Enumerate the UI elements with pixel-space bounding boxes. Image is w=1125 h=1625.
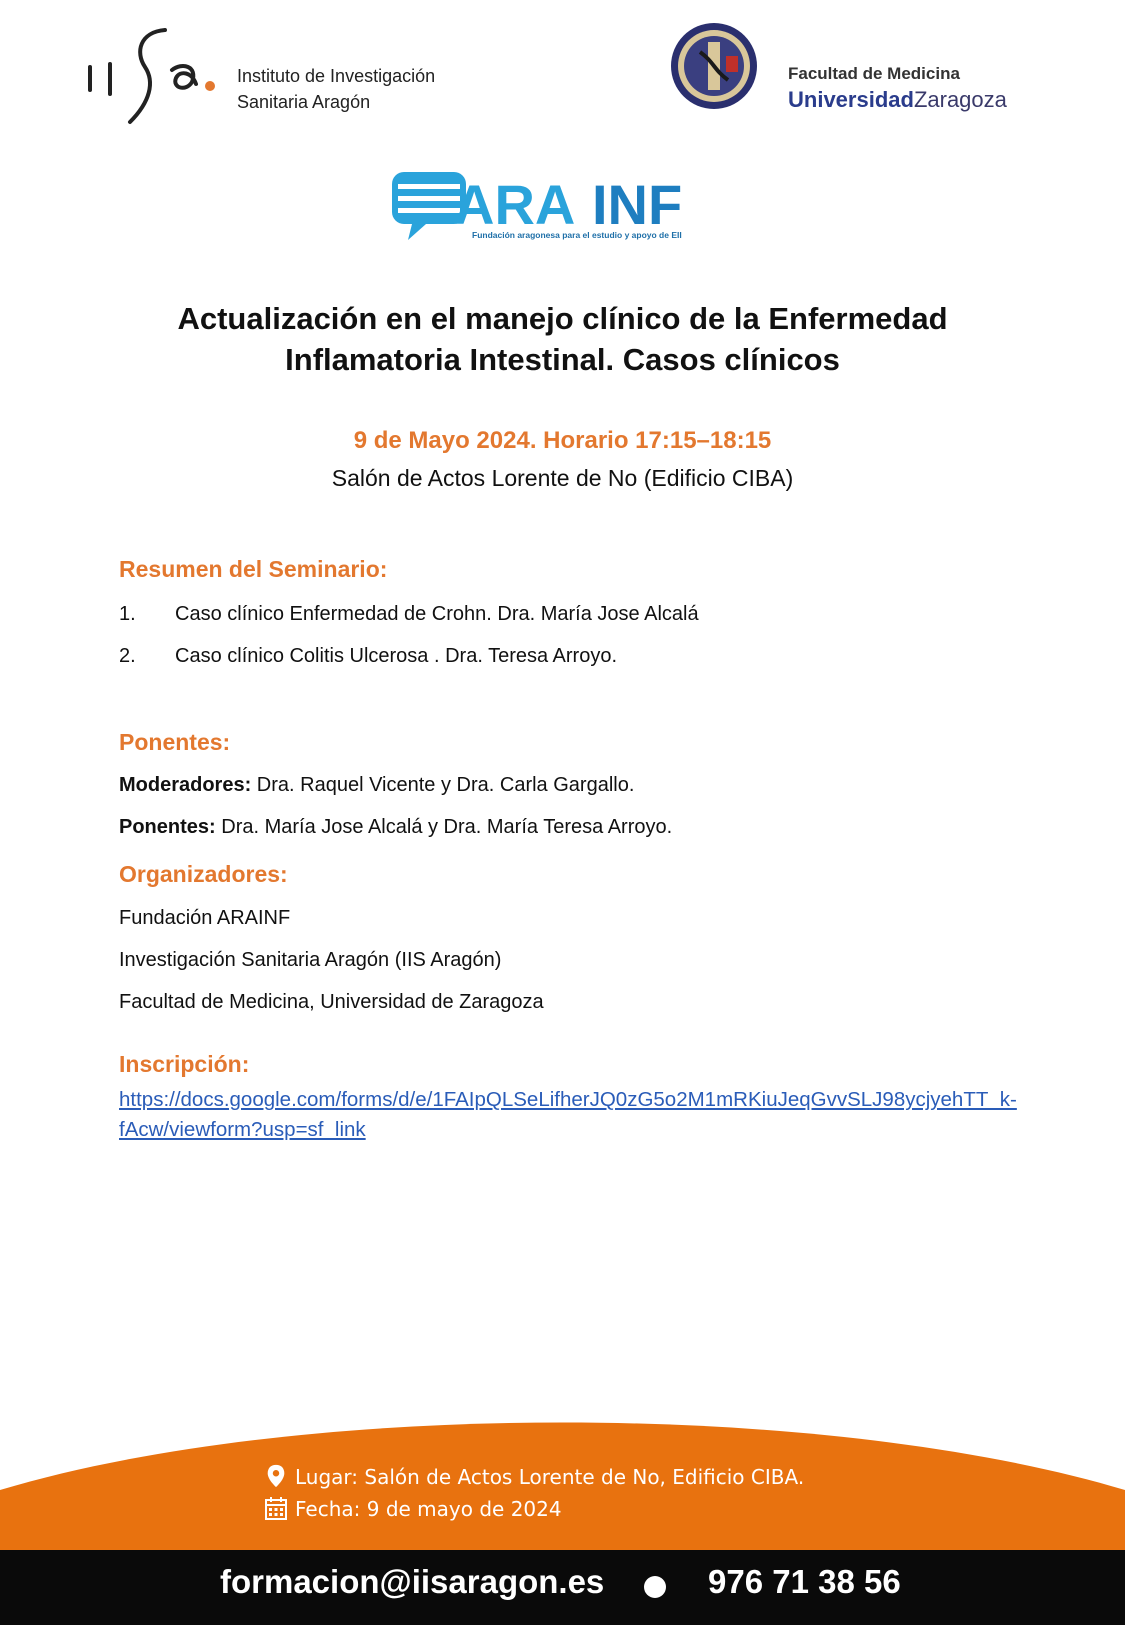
seminar-title — [60, 298, 1065, 380]
contact-email[interactable]: formacion@iisaragon.es — [220, 1563, 605, 1600]
resumen-item-text: Caso clínico Enfermedad de Crohn. Dra. María Jose Alcalá — [175, 603, 699, 625]
calendar-icon — [265, 1496, 287, 1520]
ponentes-value: Dra. María Jose Alcalá y Dra. María Teresa Arroyo. — [215, 816, 673, 838]
faculty-name — [788, 62, 1007, 114]
footer-location-text: Lugar: Salón de Actos Lorente de No, Edificio CIBA. — [295, 1465, 805, 1489]
ponentes-label: Ponentes: — [119, 816, 216, 838]
date-time: 9 de Mayo 2024. Horario 17:15–18:15 — [353, 427, 772, 454]
faculty-line: Facultad de Medicina — [788, 64, 960, 83]
footer-date — [265, 1496, 562, 1521]
title-line-1: Actualización en el manejo clínico de la Enfermedad — [177, 301, 948, 336]
moderadores-value: Dra. Raquel Vicente y Dra. Carla Gargallo. — [251, 774, 635, 796]
arainf-tagline: Fundación aragonesa para el estudio y apoyo de EII — [472, 230, 682, 240]
location-pin-icon — [265, 1464, 287, 1488]
organizadores-heading: Organizadores: — [119, 861, 288, 887]
resumen-item-text: Caso clínico Colitis Ulcerosa . Dra. Teresa Arroyo. — [175, 645, 618, 667]
separator-dot-icon — [644, 1576, 666, 1598]
university-city: Zaragoza — [913, 87, 1007, 112]
footer-date-text: Fecha: 9 de mayo de 2024 — [295, 1497, 562, 1521]
title-line-2: Inflamatoria Intestinal. Casos clínicos — [285, 342, 840, 377]
university-line — [788, 86, 1007, 114]
arainf-wordmark-inf: INF — [592, 173, 683, 236]
arainf-logo — [392, 168, 702, 248]
university-word: Universidad — [788, 87, 914, 112]
iisa-logo — [80, 22, 215, 134]
moderadores-label: Moderadores: — [119, 774, 252, 796]
moderadores-line — [119, 774, 634, 797]
organizador-item: Investigación Sanitaria Aragón (IIS Aragón) — [119, 949, 502, 971]
footer-location — [265, 1464, 804, 1489]
registration-link[interactable]: https://docs.google.com/forms/d/e/1FAIpQLSeLifherJQ0zG5o2M1mRKiuJeqGvvSLJ98ycjyehTT_k-fAcw/viewform?usp=sf_link — [119, 1088, 1017, 1141]
organizador-item: Fundación ARAINF — [119, 907, 291, 929]
inscripcion-heading: Inscripción: — [119, 1051, 250, 1077]
contact-phone[interactable]: 976 71 38 56 — [708, 1563, 901, 1600]
iisa-line2: Sanitaria Aragón — [237, 92, 371, 112]
resumen-heading: Resumen del Seminario: — [119, 556, 388, 582]
iisa-line1: Instituto de Investigación — [237, 66, 436, 86]
iisa-institution-name — [237, 63, 435, 115]
venue: Salón de Actos Lorente de No (Edificio CIBA) — [331, 465, 794, 491]
resumen-item-number: 1. — [119, 603, 136, 625]
resumen-item-number: 2. — [119, 645, 136, 667]
ponentes-heading: Ponentes: — [119, 729, 231, 755]
arainf-wordmark-ara: ARA — [454, 173, 576, 236]
ponentes-line — [119, 816, 672, 839]
university-seal-logo — [670, 22, 758, 110]
organizador-item: Facultad de Medicina, Universidad de Zaragoza — [119, 991, 544, 1013]
